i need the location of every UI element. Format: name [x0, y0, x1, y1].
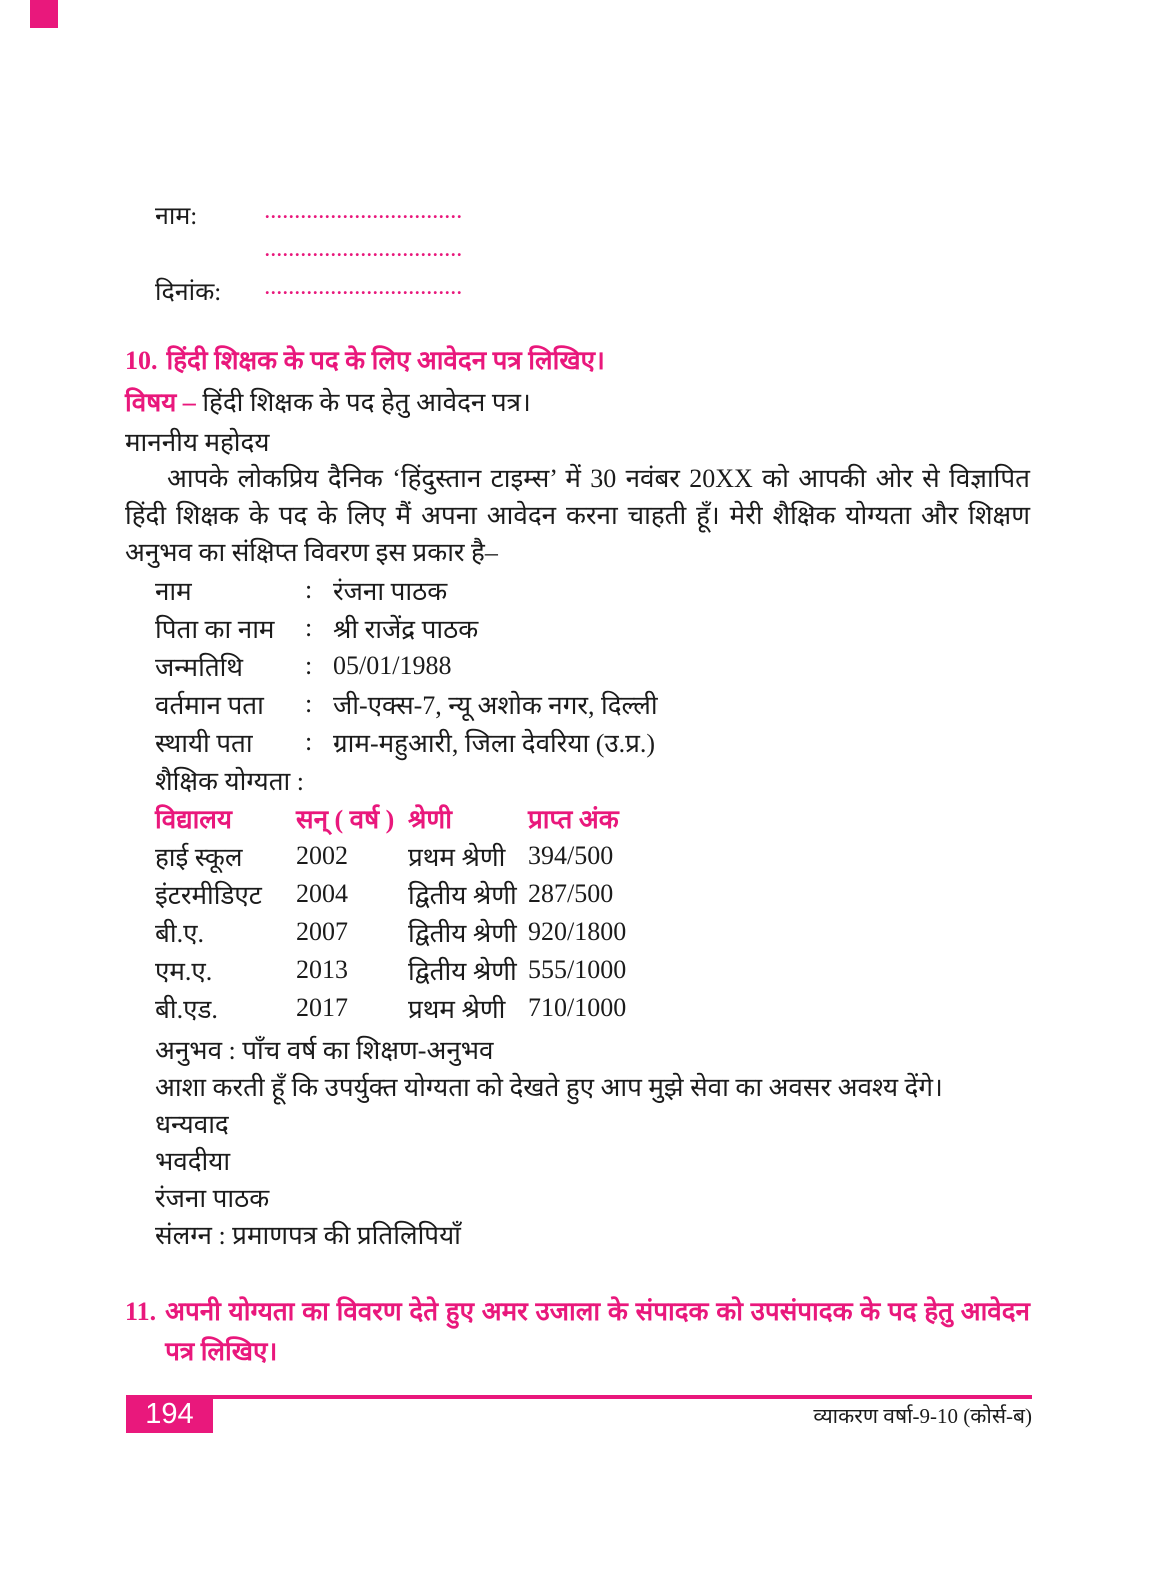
- education-table-header: [155, 799, 1030, 837]
- signature-blank-row: [155, 234, 1030, 272]
- cell-school: इंटरमीडिएट: [155, 881, 262, 910]
- cell-year: 2013: [296, 955, 348, 984]
- cell-marks: 287/500: [528, 879, 614, 908]
- detail-value: रंजना पाठक: [333, 577, 448, 606]
- table-row: [155, 913, 1030, 951]
- detail-colon: :: [305, 727, 313, 756]
- detail-colon: :: [305, 689, 313, 718]
- signature-name-row: [155, 196, 1030, 234]
- cell-marks: 710/1000: [528, 993, 627, 1022]
- corner-accent-square: [30, 0, 58, 28]
- experience-line: अनुभव : पाँच वर्ष का शिक्षण-अनुभव: [155, 1036, 494, 1065]
- letter-body-paragraph: आपके लोकप्रिय दैनिक ‘हिंदुस्तान टाइम्स’ में 30 नवंबर 20XX को आपकी ओर से विज्ञापित हिंदी शिक्षक के पद के लिए मैं अपना आवेदन करना चाहती हूँ। मेरी शैक्षिक योग्यता और शिक्षण अनुभव का संक्षिप्त विवरण इस प्रकार है–: [125, 464, 1030, 567]
- dotted-line: .................................: [265, 201, 463, 222]
- detail-label: जन्मतिथि: [155, 653, 244, 682]
- closing-line: भवदीया: [155, 1147, 231, 1176]
- enclosure-line: संलग्न : प्रमाणपत्र की प्रतिलिपियाँ: [155, 1221, 461, 1250]
- header-marks: प्राप्त अंक: [528, 805, 619, 834]
- question-10: [125, 344, 1030, 378]
- table-row: [155, 875, 1030, 913]
- signature-date-row: [155, 272, 1030, 310]
- signature-block: [155, 196, 1030, 310]
- detail-row: [155, 609, 1030, 647]
- detail-colon: :: [305, 575, 313, 604]
- table-row: [155, 989, 1030, 1027]
- cell-year: 2007: [296, 917, 348, 946]
- salutation: माननीय महोदय: [125, 428, 270, 457]
- education-table: [155, 799, 1030, 1027]
- subject-text: हिंदी शिक्षक के पद हेतु आवेदन पत्र।: [202, 388, 531, 417]
- detail-value: ग्राम-महुआरी, जिला देवरिया (उ.प्र.): [333, 729, 656, 758]
- dotted-line: .................................: [265, 277, 463, 298]
- hope-line: आशा करती हूँ कि उपर्युक्त योग्यता को देखते हुए आप मुझे सेवा का अवसर अवश्य देंगे।: [155, 1073, 943, 1102]
- detail-row: [155, 571, 1030, 609]
- detail-row: [155, 647, 1030, 685]
- footer-book-title: व्याकरण वर्षा-9-10 (कोर्स-ब): [813, 1404, 1032, 1428]
- thanks-line: धन्यवाद: [155, 1110, 229, 1139]
- detail-colon: :: [305, 613, 313, 642]
- cell-year: 2002: [296, 841, 348, 870]
- detail-row: [155, 685, 1030, 723]
- applicant-details: [155, 571, 1030, 761]
- cell-school: बी.ए.: [155, 919, 204, 948]
- question-10-text: हिंदी शिक्षक के पद के लिए आवेदन पत्र लिखिए।: [166, 346, 605, 375]
- detail-label: पिता का नाम: [155, 615, 275, 644]
- subject-line: [125, 386, 1030, 420]
- cell-division: प्रथम श्रेणी: [408, 843, 506, 872]
- letter-closing-block: [155, 1032, 1030, 1254]
- page-content: [0, 196, 1152, 1372]
- cell-year: 2004: [296, 879, 348, 908]
- header-school: विद्यालय: [155, 805, 233, 834]
- education-heading: शैक्षिक योग्यता :: [155, 767, 305, 796]
- question-11-number: 11.: [125, 1297, 157, 1326]
- cell-marks: 920/1800: [528, 917, 627, 946]
- cell-school: हाई स्कूल: [155, 843, 243, 872]
- header-division: श्रेणी: [408, 805, 452, 834]
- detail-colon: :: [305, 651, 313, 680]
- question-10-number: 10.: [125, 346, 158, 375]
- date-label: दिनांक:: [155, 279, 222, 306]
- cell-school: बी.एड.: [155, 995, 218, 1024]
- footer-page-number: 194: [126, 1395, 213, 1433]
- cell-school: एम.ए.: [155, 957, 213, 986]
- cell-division: द्वितीय श्रेणी: [408, 919, 517, 948]
- name-label: नाम:: [155, 203, 198, 230]
- question-11-text: अपनी योग्यता का विवरण देते हुए अमर उजाला के संपादक को उपसंपादक के पद हेतु आवेदन पत्र लिखिए।: [165, 1297, 1030, 1366]
- question-11: [125, 1292, 1030, 1372]
- detail-label: नाम: [155, 577, 192, 606]
- dotted-line: .................................: [265, 239, 463, 260]
- detail-label: वर्तमान पता: [155, 691, 264, 720]
- cell-year: 2017: [296, 993, 348, 1022]
- header-year: सन् ( वर्ष ): [296, 805, 395, 834]
- detail-value: 05/01/1988: [333, 651, 452, 680]
- cell-division: प्रथम श्रेणी: [408, 995, 506, 1024]
- detail-value: श्री राजेंद्र पाठक: [333, 615, 479, 644]
- detail-label: स्थायी पता: [155, 729, 253, 758]
- cell-division: द्वितीय श्रेणी: [408, 881, 517, 910]
- footer-rule: [213, 1395, 1032, 1399]
- detail-row: [155, 723, 1030, 761]
- detail-value: जी-एक्स-7, न्यू अशोक नगर, दिल्ली: [333, 691, 658, 720]
- cell-division: द्वितीय श्रेणी: [408, 957, 517, 986]
- signatory-name: रंजना पाठक: [155, 1184, 270, 1213]
- cell-marks: 394/500: [528, 841, 614, 870]
- table-row: [155, 837, 1030, 875]
- subject-label: विषय –: [125, 388, 196, 417]
- table-row: [155, 951, 1030, 989]
- cell-marks: 555/1000: [528, 955, 627, 984]
